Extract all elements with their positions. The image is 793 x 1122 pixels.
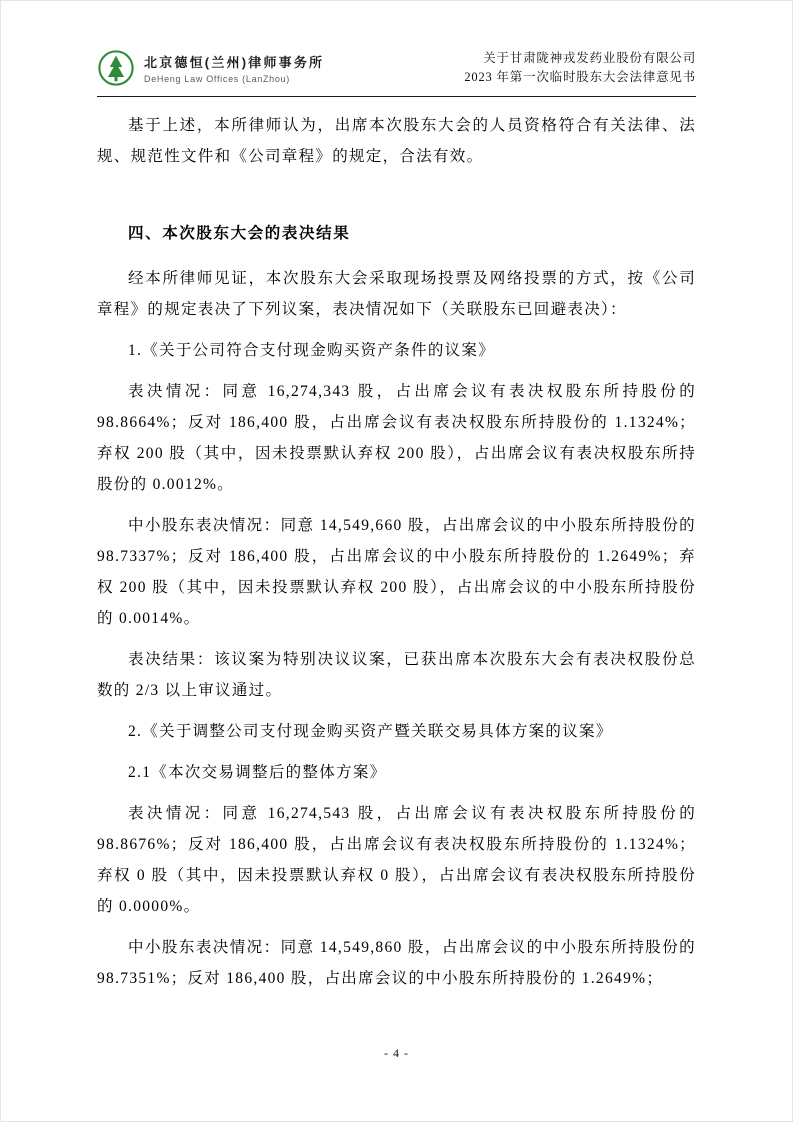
- page-header: [97, 49, 696, 87]
- document-title-block: [464, 49, 696, 87]
- law-firm-logo: [97, 49, 324, 87]
- proposal-2-minority-vote: 中小股东表决情况：同意 14,549,860 股，占出席会议的中小股东所持股份的 98.7351%；反对 186,400 股，占出席会议的中小股东所持股份的 1.2649%；: [97, 939, 696, 987]
- document-body: [97, 110, 696, 1004]
- law-firm-name-block: [144, 52, 324, 84]
- firm-name-english: DeHeng Law Offices (LanZhou): [144, 74, 290, 84]
- proposal-1-resolution: 表决结果：该议案为特别决议议案，已获出席本次股东大会有表决权股份总数的 2/3 以上审议通过。: [97, 651, 696, 699]
- firm-name-chinese: 北京德恒(兰州)律师事务所: [144, 55, 325, 70]
- proposal-1-vote-result: 表决情况：同意 16,274,343 股，占出席会议有表决权股东所持股份的 98.8664%；反对 186,400 股，占出席会议有表决权股东所持股份的 1.1324%；弃权 200 股（其中，因未投票默认弃权 200 股），占出席会议有表决权股东所持股份的 0.0012%。: [97, 383, 696, 493]
- doc-title-line1: 关于甘肃陇神戎发药业股份有限公司: [483, 51, 696, 65]
- page-footer: [97, 1046, 696, 1121]
- page-number: - 4 -: [384, 1046, 409, 1060]
- proposal-2-subitem-title: 2.1《本次交易调整后的整体方案》: [128, 764, 387, 781]
- intro-paragraph: 基于上述，本所律师认为，出席本次股东大会的人员资格符合有关法律、法规、规范性文件和《公司章程》的规定，合法有效。: [97, 117, 696, 165]
- proposal-1-title: 1.《关于公司符合支付现金购买资产条件的议案》: [128, 342, 496, 359]
- proposal-1-minority-vote: 中小股东表决情况：同意 14,549,660 股，占出席会议的中小股东所持股份的 98.7337%；反对 186,400 股，占出席会议的中小股东所持股份的 1.2649%；弃权 200 股（其中，因未投票默认弃权 200 股），占出席会议的中小股东所持股份的 0.0014%。: [97, 517, 696, 627]
- proposal-2-vote-result: 表决情况：同意 16,274,543 股，占出席会议有表决权股东所持股份的 98.8676%；反对 186,400 股，占出席会议有表决权股东所持股份的 1.1324%；弃权 0 股（其中，因未投票默认弃权 0 股），占出席会议有表决权股东所持股份的 0.0000%。: [97, 805, 696, 915]
- doc-title-line2: 2023 年第一次临时股东大会法律意见书: [464, 70, 696, 84]
- voting-method-paragraph: 经本所律师见证，本次股东大会采取现场投票及网络投票的方式，按《公司章程》的规定表决了下列议案，表决情况如下（关联股东已回避表决）：: [97, 270, 696, 318]
- header-divider: [97, 96, 696, 97]
- deheng-logo-icon: [97, 49, 135, 87]
- section-heading: 四、本次股东大会的表决结果: [128, 225, 351, 242]
- proposal-2-title: 2.《关于调整公司支付现金购买资产暨关联交易具体方案的议案》: [128, 723, 613, 740]
